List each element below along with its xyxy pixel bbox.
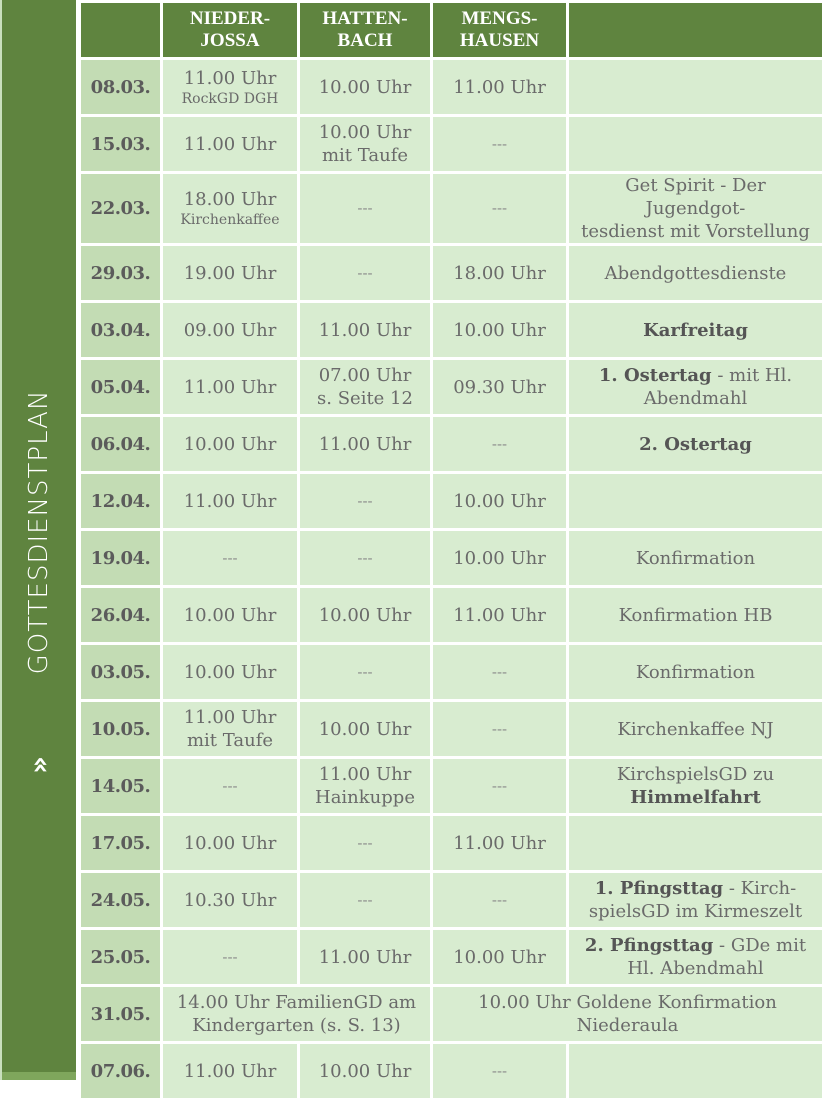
time-text: 09.00 Uhr xyxy=(167,319,293,342)
table-row xyxy=(80,587,822,644)
sidebar-bottom-bar xyxy=(2,1072,76,1080)
date-cell: 24.05. xyxy=(80,872,162,929)
date-cell: 06.04. xyxy=(80,416,162,473)
note-cell xyxy=(568,872,822,929)
table-row xyxy=(80,302,822,359)
mengshausen-cell xyxy=(432,872,568,929)
date-cell: 03.04. xyxy=(80,302,162,359)
time-subtext: mit Taufe xyxy=(304,144,426,167)
niederjossa-cell xyxy=(162,530,299,587)
header-hattenbach: HATTEN- BACH xyxy=(299,2,432,59)
header-mengshausen: MENGS- HAUSEN xyxy=(432,2,568,59)
time-text: 11.00 Uhr xyxy=(167,706,293,729)
note-text: - GDe mit Hl. Abendmahl xyxy=(627,935,806,979)
niederjossa-cell xyxy=(162,758,299,815)
note-text: - mit Hl. Abendmahl xyxy=(644,365,792,409)
niederjossa-cell xyxy=(162,416,299,473)
time-text: 10.00 Uhr xyxy=(167,433,293,456)
date-cell: 14.05. xyxy=(80,758,162,815)
time-text: --- xyxy=(437,1060,562,1083)
note-text: Get Spirit - Der Jugendgot- tesdienst mit Vorstellung xyxy=(581,175,810,242)
date-cell: 12.04. xyxy=(80,473,162,530)
niederjossa-cell xyxy=(162,302,299,359)
table-row xyxy=(80,416,822,473)
mengshausen-cell xyxy=(432,59,568,116)
time-text: --- xyxy=(437,197,562,220)
note-text: Abendgottesdienste xyxy=(605,263,787,284)
hattenbach-cell xyxy=(299,59,432,116)
time-text: --- xyxy=(304,197,426,220)
mengshausen-cell xyxy=(432,530,568,587)
note-cell xyxy=(568,587,822,644)
table-row xyxy=(80,644,822,701)
time-text: 11.00 Uhr xyxy=(437,76,562,99)
time-text: 07.00 Uhr xyxy=(304,364,426,387)
table-row xyxy=(80,473,822,530)
note-cell xyxy=(568,1043,822,1100)
hattenbach-cell xyxy=(299,359,432,416)
time-subtext: RockGD DGH xyxy=(167,90,293,108)
date-cell: 19.04. xyxy=(80,530,162,587)
hattenbach-cell xyxy=(299,758,432,815)
date-cell: 26.04. xyxy=(80,587,162,644)
mengshausen-cell xyxy=(432,245,568,302)
time-text: 11.00 Uhr xyxy=(167,490,293,513)
note-cell xyxy=(568,116,822,173)
time-text: --- xyxy=(167,547,293,570)
table-row xyxy=(80,59,822,116)
mengshausen-cell xyxy=(432,758,568,815)
time-text: 10.00 Uhr xyxy=(167,832,293,855)
time-text: --- xyxy=(437,889,562,912)
time-text: --- xyxy=(304,262,426,285)
merged-note-cell: 10.00 Uhr Goldene Konfirmation Niederaula xyxy=(432,986,822,1043)
hattenbach-cell xyxy=(299,173,432,245)
sidebar xyxy=(0,0,76,1080)
time-text: --- xyxy=(437,661,562,684)
time-text: --- xyxy=(437,775,562,798)
niederjossa-cell xyxy=(162,116,299,173)
time-text: 10.00 Uhr xyxy=(304,1060,426,1083)
hattenbach-cell xyxy=(299,1043,432,1100)
holiday-name: Himmelfahrt xyxy=(630,787,761,808)
niederjossa-cell xyxy=(162,587,299,644)
table-row xyxy=(80,986,822,1043)
date-cell: 25.05. xyxy=(80,929,162,986)
time-text: --- xyxy=(304,490,426,513)
date-cell: 03.05. xyxy=(80,644,162,701)
note-text: Kirchenkaffee NJ xyxy=(617,719,773,740)
niederjossa-cell xyxy=(162,59,299,116)
table-row xyxy=(80,359,822,416)
time-text: 11.00 Uhr xyxy=(167,376,293,399)
niederjossa-cell xyxy=(162,701,299,758)
table-row xyxy=(80,173,822,245)
niederjossa-cell xyxy=(162,872,299,929)
mengshausen-cell xyxy=(432,473,568,530)
niederjossa-cell xyxy=(162,245,299,302)
time-text: 11.00 Uhr xyxy=(304,946,426,969)
time-text: --- xyxy=(437,718,562,741)
double-chevron-icon: » xyxy=(23,756,56,774)
niederjossa-cell xyxy=(162,815,299,872)
time-text: 10.00 Uhr xyxy=(304,718,426,741)
hattenbach-cell xyxy=(299,872,432,929)
hattenbach-cell xyxy=(299,473,432,530)
time-text: 10.30 Uhr xyxy=(167,889,293,912)
date-cell: 07.06. xyxy=(80,1043,162,1100)
note-cell xyxy=(568,59,822,116)
time-text: 11.00 Uhr xyxy=(437,604,562,627)
note-cell xyxy=(568,473,822,530)
hattenbach-cell xyxy=(299,644,432,701)
mengshausen-cell xyxy=(432,1043,568,1100)
note-cell xyxy=(568,929,822,986)
time-text: --- xyxy=(167,775,293,798)
time-text: --- xyxy=(304,889,426,912)
hattenbach-cell xyxy=(299,587,432,644)
holiday-name: 2. Ostertag xyxy=(639,434,752,455)
date-cell: 05.04. xyxy=(80,359,162,416)
hattenbach-cell xyxy=(299,530,432,587)
niederjossa-cell xyxy=(162,644,299,701)
table-row xyxy=(80,701,822,758)
table-row xyxy=(80,245,822,302)
time-text: --- xyxy=(437,133,562,156)
merged-service-cell: 14.00 Uhr FamilienGD am Kindergarten (s. S. 13) xyxy=(162,986,432,1043)
time-text: 10.00 Uhr xyxy=(437,547,562,570)
time-text: 10.00 Uhr xyxy=(437,319,562,342)
hattenbach-cell xyxy=(299,701,432,758)
header-notes xyxy=(568,2,822,59)
note-text: Konfirmation HB xyxy=(619,605,773,626)
time-text: --- xyxy=(304,547,426,570)
header-niederjossa: NIEDER- JOSSA xyxy=(162,2,299,59)
note-text: KirchspielsGD zu xyxy=(617,764,774,785)
time-subtext: Kirchenkaffee xyxy=(167,211,293,229)
mengshausen-cell xyxy=(432,302,568,359)
note-text: Konfirmation xyxy=(636,548,755,569)
date-cell: 29.03. xyxy=(80,245,162,302)
table-row xyxy=(80,929,822,986)
time-text: 10.00 Uhr xyxy=(167,604,293,627)
hattenbach-cell xyxy=(299,116,432,173)
sidebar-title: GOTTESDIENSTPLAN xyxy=(24,390,54,675)
time-subtext: s. Seite 12 xyxy=(304,387,426,410)
time-text: --- xyxy=(304,832,426,855)
table-row xyxy=(80,815,822,872)
hattenbach-cell xyxy=(299,416,432,473)
table-row xyxy=(80,1043,822,1100)
time-text: 11.00 Uhr xyxy=(304,433,426,456)
hattenbach-cell xyxy=(299,929,432,986)
mengshausen-cell xyxy=(432,116,568,173)
time-subtext: mit Taufe xyxy=(167,729,293,752)
niederjossa-cell xyxy=(162,473,299,530)
time-text: 10.00 Uhr xyxy=(304,121,426,144)
note-cell xyxy=(568,416,822,473)
note-cell xyxy=(568,758,822,815)
holiday-name: Karfreitag xyxy=(643,320,748,341)
time-text: 11.00 Uhr xyxy=(304,763,426,786)
mengshausen-cell xyxy=(432,173,568,245)
time-text: 11.00 Uhr xyxy=(437,832,562,855)
holiday-name: 2. Pfingsttag xyxy=(585,935,713,956)
note-cell xyxy=(568,815,822,872)
table-row xyxy=(80,530,822,587)
time-text: 10.00 Uhr xyxy=(437,946,562,969)
niederjossa-cell xyxy=(162,173,299,245)
holiday-name: 1. Pfingsttag xyxy=(595,878,723,899)
note-cell xyxy=(568,302,822,359)
niederjossa-cell xyxy=(162,1043,299,1100)
hattenbach-cell xyxy=(299,302,432,359)
header-date-column xyxy=(80,2,162,59)
note-cell xyxy=(568,530,822,587)
time-text: 09.30 Uhr xyxy=(437,376,562,399)
service-schedule-table xyxy=(78,0,822,1101)
mengshausen-cell xyxy=(432,416,568,473)
holiday-name: 1. Ostertag xyxy=(599,365,712,386)
mengshausen-cell xyxy=(432,359,568,416)
niederjossa-cell xyxy=(162,929,299,986)
time-text: 18.00 Uhr xyxy=(167,188,293,211)
time-text: --- xyxy=(304,661,426,684)
mengshausen-cell xyxy=(432,587,568,644)
time-subtext: Hainkuppe xyxy=(304,786,426,809)
time-text: --- xyxy=(437,433,562,456)
table-header-row xyxy=(80,2,822,59)
date-cell: 15.03. xyxy=(80,116,162,173)
time-text: 11.00 Uhr xyxy=(167,1060,293,1083)
time-text: 10.00 Uhr xyxy=(167,661,293,684)
hattenbach-cell xyxy=(299,245,432,302)
mengshausen-cell xyxy=(432,815,568,872)
time-text: --- xyxy=(167,946,293,969)
mengshausen-cell xyxy=(432,644,568,701)
note-cell xyxy=(568,359,822,416)
note-text: Konfirmation xyxy=(636,662,755,683)
date-cell: 10.05. xyxy=(80,701,162,758)
table-row xyxy=(80,116,822,173)
note-text: - Kirch- spielsGD im Kirmeszelt xyxy=(589,878,802,922)
note-cell xyxy=(568,701,822,758)
time-text: 11.00 Uhr xyxy=(304,319,426,342)
time-text: 19.00 Uhr xyxy=(167,262,293,285)
time-text: 18.00 Uhr xyxy=(437,262,562,285)
date-cell: 08.03. xyxy=(80,59,162,116)
hattenbach-cell xyxy=(299,815,432,872)
note-cell xyxy=(568,245,822,302)
table-row xyxy=(80,872,822,929)
time-text: 10.00 Uhr xyxy=(437,490,562,513)
time-text: 10.00 Uhr xyxy=(304,76,426,99)
table-row xyxy=(80,758,822,815)
date-cell: 17.05. xyxy=(80,815,162,872)
time-text: 11.00 Uhr xyxy=(167,133,293,156)
note-cell xyxy=(568,173,822,245)
mengshausen-cell xyxy=(432,929,568,986)
time-text: 10.00 Uhr xyxy=(304,604,426,627)
time-text: 11.00 Uhr xyxy=(167,67,293,90)
mengshausen-cell xyxy=(432,701,568,758)
niederjossa-cell xyxy=(162,359,299,416)
date-cell: 22.03. xyxy=(80,173,162,245)
note-cell xyxy=(568,644,822,701)
date-cell: 31.05. xyxy=(80,986,162,1043)
